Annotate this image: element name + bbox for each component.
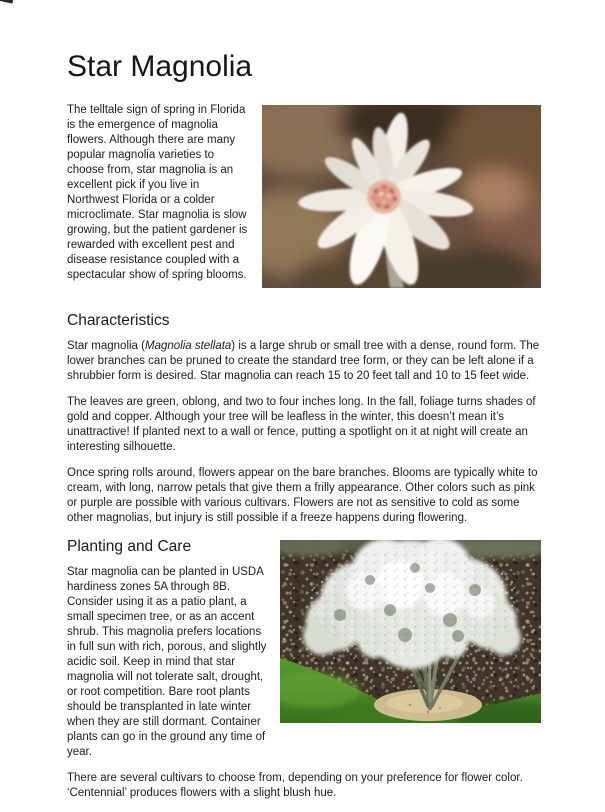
star-magnolia-flower-photo bbox=[262, 105, 541, 288]
planting-heading: Planting and Care bbox=[67, 537, 192, 555]
star-magnolia-shrub-photo bbox=[280, 540, 541, 723]
intro-paragraph: The telltale sign of spring in Florida is the emergence of magnolia flowers. Although there are many popular magnolia varieties to choose from, star magnolia is an excellent pick if you live in Northwest Florida or a colder microclimate. Star magnolia is slow growing, but the patient gardener is rewarded with excellent pest and disease resistance coupled with a spectacular show of spring blooms. bbox=[67, 103, 248, 281]
planting-paragraph-1: Star magnolia can be planted in USDA hardiness zones 5A through 8B. Consider using it as a patio plant, a small specimen tree, or as an accent shrub. This magnolia prefers locations in full sun with rich, porous, and slightly acidic soil. Keep in mind that star magnolia will not tolerate salt, drought, or root competition. Bare root plants should be transplanted in late winter when they are still dormant. Container plants can go in the ground any time of year. bbox=[67, 566, 267, 759]
blossom-texture bbox=[309, 546, 521, 658]
characteristics-paragraph-2: The leaves are green, oblong, and two to four inches long. In the fall, foliage turns shades of gold and copper. Although your tree will be leafless in the winter, this doesn’t mean it’s unattractive! If planted next to a wall or fence, putting a spotlight on it at night will create an interesting silhouette. bbox=[67, 395, 536, 453]
stamen-center bbox=[367, 180, 401, 214]
planting-section bbox=[67, 537, 541, 812]
para-text: Star magnolia ( bbox=[67, 339, 145, 352]
characteristics-paragraph-1 bbox=[67, 339, 541, 384]
characteristics-heading: Characteristics bbox=[67, 311, 170, 329]
page-corner-artifact bbox=[0, 0, 13, 4]
characteristics-paragraph-3: Once spring rolls around, flowers appear on the bare branches. Blooms are typically white to cream, with long, narrow petals that give them a frilly appearance. Other colors such as pink or purple are possible with various cultivars. Flowers are not as sensitive to cold as some other magnolias, but injury is still possible if a freeze happens during flowering. bbox=[67, 466, 538, 524]
para-text: ) is a large shrub or small tree with a dense, round form. The lower branches can be pruned to create the standard tree form, or they can be left alone if a shrubbier form is desired. Star magnolia can reach 15 to 20 feet tall and 10 to 15 feet wide. bbox=[67, 339, 540, 382]
species-latin-name: Magnolia stellata bbox=[144, 339, 232, 352]
intro-section bbox=[67, 103, 541, 298]
planting-paragraph-2: There are several cultivars to choose from, depending on your preference for flower color. ‘Centennial’ produces flowers with a slight blush hue. bbox=[67, 772, 523, 800]
page-title: Star Magnolia bbox=[67, 50, 253, 83]
